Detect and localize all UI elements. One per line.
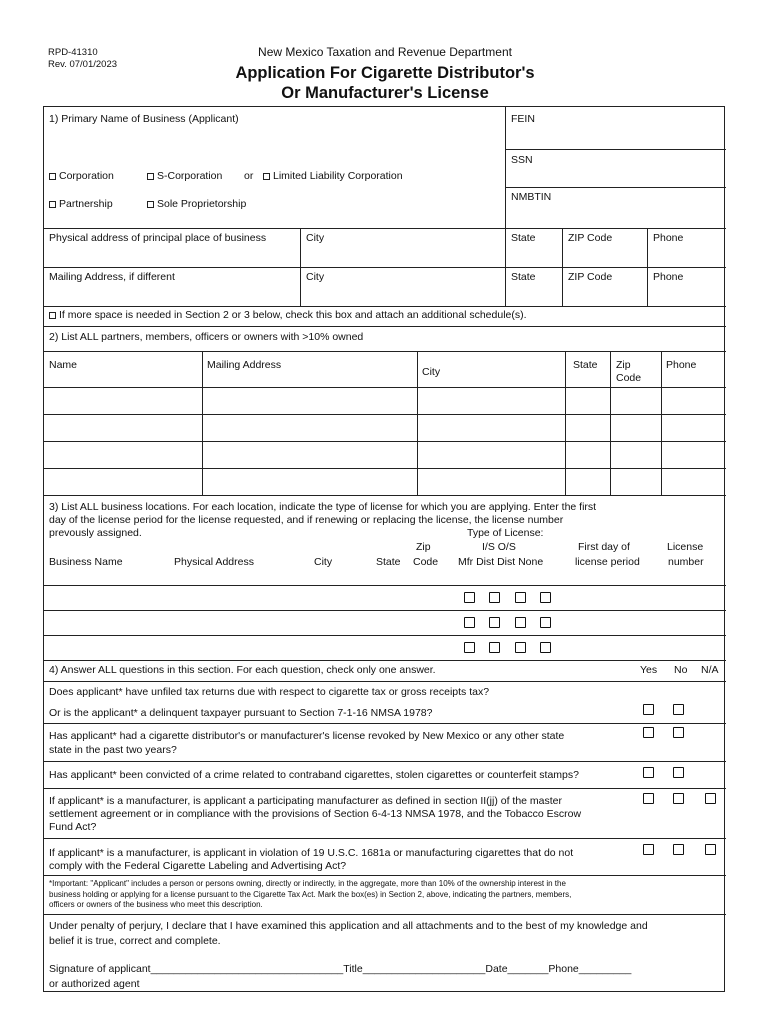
form-title bbox=[0, 63, 770, 103]
q2-no-checkbox-icon[interactable] bbox=[673, 727, 684, 738]
yes-header: Yes bbox=[640, 664, 658, 676]
corporation-checkbox-icon[interactable] bbox=[49, 173, 56, 180]
q2-yes-checkbox-icon[interactable] bbox=[643, 727, 654, 738]
loc-physical-address-header: Physical Address bbox=[174, 556, 254, 568]
physical-zip-label: ZIP Code bbox=[568, 232, 613, 244]
loc2-none-checkbox-icon[interactable] bbox=[540, 617, 551, 628]
q1-yes-checkbox-icon[interactable] bbox=[643, 704, 654, 715]
form-revision: Rev. 07/01/2023 bbox=[48, 59, 118, 70]
ssn-label: SSN bbox=[511, 154, 533, 166]
perjury-line-2: belief it is true, correct and complete. bbox=[49, 935, 221, 947]
corporation-option[interactable]: Corporation bbox=[49, 170, 114, 183]
first-day-header-1: First day of bbox=[578, 541, 630, 553]
no-header: No bbox=[674, 664, 688, 676]
loc3-os-dist-checkbox-icon[interactable] bbox=[515, 642, 526, 653]
section2-heading: 2) List ALL partners, members, officers or owners with >10% owned bbox=[49, 331, 364, 343]
question-1a: Does applicant* have unfiled tax returns due with respect to cigarette tax or gross receipts tax? bbox=[49, 686, 490, 698]
physical-phone-label: Phone bbox=[653, 232, 684, 244]
section3-line-2: day of the license period for the license requested, and if renewing or replacing the license, the license number bbox=[49, 514, 564, 526]
loc-city-header: City bbox=[314, 556, 333, 568]
loc1-is-dist-checkbox-icon[interactable] bbox=[489, 592, 500, 603]
sole-proprietorship-checkbox-icon[interactable] bbox=[147, 201, 154, 208]
partnership-checkbox-icon[interactable] bbox=[49, 201, 56, 208]
owner-mailing-header: Mailing Address bbox=[207, 359, 282, 371]
or-text: or bbox=[244, 170, 254, 182]
owner-city-header: City bbox=[422, 366, 441, 378]
mailing-zip-label: ZIP Code bbox=[568, 271, 613, 283]
loc3-mfr-checkbox-icon[interactable] bbox=[464, 642, 475, 653]
loc-state-header: State bbox=[376, 556, 401, 568]
mailing-state-label: State bbox=[511, 271, 536, 283]
license-number-header-1: License bbox=[667, 541, 704, 553]
more-space-checkbox-icon[interactable] bbox=[49, 312, 56, 319]
question-5a: If applicant* is a manufacturer, is applicant in violation of 19 U.S.C. 1681a or manufacturing cigarettes that do not bbox=[49, 847, 574, 859]
na-header: N/A bbox=[701, 664, 719, 676]
section3-line-1: 3) List ALL business locations. For each location, indicate the type of license for which you are applying. Enter the first bbox=[49, 501, 597, 513]
perjury-line-1: Under penalty of perjury, I declare that I have examined this application and all attachments and to the best of my knowledge and bbox=[49, 920, 648, 932]
llc-checkbox-icon[interactable] bbox=[263, 173, 270, 180]
q4-na-checkbox-icon[interactable] bbox=[705, 793, 716, 804]
physical-city-label: City bbox=[306, 232, 325, 244]
partnership-option[interactable]: Partnership bbox=[49, 198, 113, 211]
authorized-agent-label: or authorized agent bbox=[49, 978, 140, 990]
loc1-none-checkbox-icon[interactable] bbox=[540, 592, 551, 603]
signature-line[interactable]: Signature of applicant_________________________________Title_____________________Date_______Phone_________ bbox=[49, 963, 632, 975]
q5-no-checkbox-icon[interactable] bbox=[673, 844, 684, 855]
application-form bbox=[43, 106, 725, 992]
llc-option[interactable]: Limited Liability Corporation bbox=[263, 170, 403, 183]
loc2-os-dist-checkbox-icon[interactable] bbox=[515, 617, 526, 628]
license-number-header-2: number bbox=[668, 556, 704, 568]
q3-yes-checkbox-icon[interactable] bbox=[643, 767, 654, 778]
title-line-1: Application For Cigarette Distributor's bbox=[235, 64, 535, 82]
title-line-2: Or Manufacturer's License bbox=[281, 84, 489, 102]
physical-state-label: State bbox=[511, 232, 536, 244]
loc1-os-dist-checkbox-icon[interactable] bbox=[515, 592, 526, 603]
loc2-is-dist-checkbox-icon[interactable] bbox=[489, 617, 500, 628]
q3-no-checkbox-icon[interactable] bbox=[673, 767, 684, 778]
nmbtin-label: NMBTIN bbox=[511, 191, 552, 203]
owner-phone-header: Phone bbox=[666, 359, 697, 371]
loc3-is-dist-checkbox-icon[interactable] bbox=[489, 642, 500, 653]
loc2-mfr-checkbox-icon[interactable] bbox=[464, 617, 475, 628]
question-2a: Has applicant* had a cigarette distributor's or manufacturer's license revoked by New Mexico or any other state bbox=[49, 730, 565, 742]
owner-zip-header: Zip Code bbox=[616, 359, 642, 384]
mailing-city-label: City bbox=[306, 271, 325, 283]
question-3: Has applicant* been convicted of a crime related to contraband cigarettes, stolen cigarettes or counterfeit stamps? bbox=[49, 769, 579, 781]
q1-no-checkbox-icon[interactable] bbox=[673, 704, 684, 715]
question-4a: If applicant* is a manufacturer, is applicant a participating manufacturer as defined in section II(jj) of the master bbox=[49, 795, 563, 807]
loc-zip-header: Zip bbox=[416, 541, 431, 553]
owner-state-header: State bbox=[573, 359, 598, 371]
q4-yes-checkbox-icon[interactable] bbox=[643, 793, 654, 804]
mailing-phone-label: Phone bbox=[653, 271, 684, 283]
question-2b: state in the past two years? bbox=[49, 744, 177, 756]
loc-business-name-header: Business Name bbox=[49, 556, 123, 568]
form-code: RPD-41310 bbox=[48, 47, 98, 58]
type-of-license-label: Type of License: bbox=[467, 527, 544, 539]
loc-zip-code-header: Code bbox=[413, 556, 439, 568]
section3-line-3: prevously assigned. bbox=[49, 527, 142, 539]
mfr-dist-header: Mfr Dist Dist None bbox=[458, 556, 544, 568]
mailing-address-label: Mailing Address, if different bbox=[49, 271, 175, 283]
owner-name-header: Name bbox=[49, 359, 78, 371]
is-os-header: I/S O/S bbox=[482, 541, 516, 553]
important-note: *Important: "Applicant" includes a person or persons owning, directly or indirectly, in the aggregate, more than 10% of the ownership interest in the business holding or applying for a license pursuant to the Cigarette Tax Act. Mark the box(es) in Section 2, above, indicating the partners, members, officers or owners of the business who meet this description. bbox=[49, 879, 572, 909]
more-space-option[interactable]: If more space is needed in Section 2 or 3 below, check this box and attach an additional schedule(s). bbox=[49, 309, 527, 322]
question-4b: settlement agreement or in compliance with the provisions of Section 6-4-13 NMSA 1978, and the Tobacco Escrow bbox=[49, 808, 582, 820]
loc1-mfr-checkbox-icon[interactable] bbox=[464, 592, 475, 603]
physical-address-label: Physical address of principal place of business bbox=[49, 232, 267, 244]
s-corporation-checkbox-icon[interactable] bbox=[147, 173, 154, 180]
s-corporation-option[interactable]: S-Corporation bbox=[147, 170, 222, 183]
fein-label: FEIN bbox=[511, 113, 535, 125]
primary-name-label: 1) Primary Name of Business (Applicant) bbox=[49, 113, 239, 125]
first-day-header-2: license period bbox=[575, 556, 640, 568]
sole-proprietorship-option[interactable]: Sole Proprietorship bbox=[147, 198, 246, 211]
question-4c: Fund Act? bbox=[49, 821, 97, 833]
q4-no-checkbox-icon[interactable] bbox=[673, 793, 684, 804]
loc3-none-checkbox-icon[interactable] bbox=[540, 642, 551, 653]
q5-yes-checkbox-icon[interactable] bbox=[643, 844, 654, 855]
department-name: New Mexico Taxation and Revenue Department bbox=[258, 45, 512, 59]
question-1b: Or is the applicant* a delinquent taxpayer pursuant to Section 7-1-16 NMSA 1978? bbox=[49, 707, 433, 719]
section4-heading: 4) Answer ALL questions in this section. For each question, check only one answer. bbox=[49, 664, 436, 676]
question-5b: comply with the Federal Cigarette Labeling and Advertising Act? bbox=[49, 860, 347, 872]
q5-na-checkbox-icon[interactable] bbox=[705, 844, 716, 855]
